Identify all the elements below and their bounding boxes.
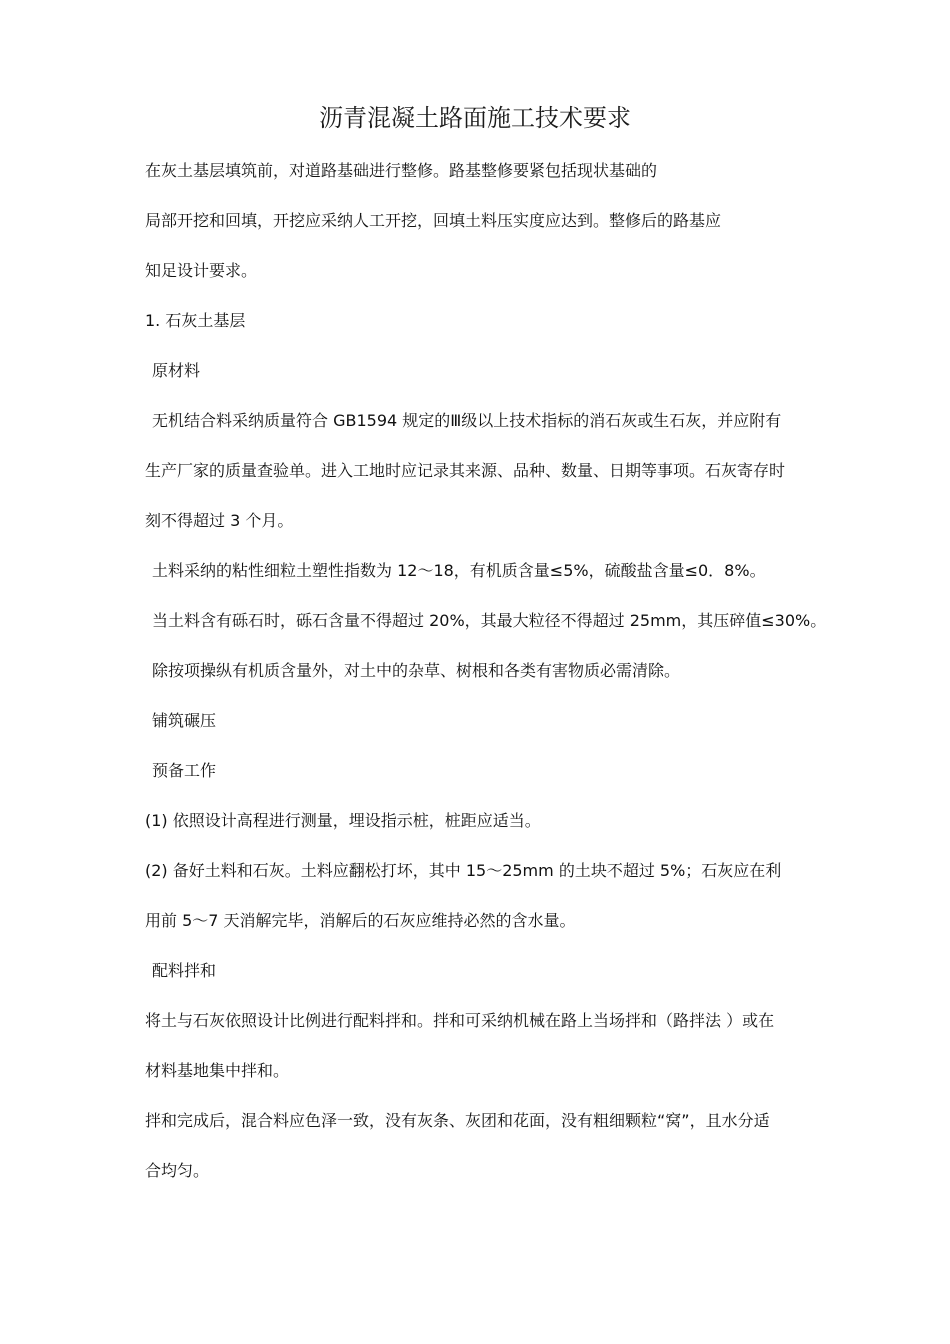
body-line: 生产厂家的质量查验单。进入工地时应记录其来源、品种、数量、日期等事项。石灰寄存时 <box>145 461 786 480</box>
subsection-heading: 预备工作 <box>152 761 217 780</box>
body-line: 用前 5～7 天消解完毕，消解后的石灰应维持必然的含水量。 <box>145 911 576 930</box>
body-line: 无机结合料采纳质量符合 GB1594 规定的Ⅲ级以上技术指标的消石灰或生石灰，并应附有 <box>152 411 782 430</box>
body-line: 合均匀。 <box>145 1161 210 1180</box>
body-line: 土料采纳的粘性细粒土塑性指数为 12～18，有机质含量≤5%，硫酸盐含量≤0．8%。 <box>152 561 766 580</box>
body-line: 局部开挖和回填，开挖应采纳人工开挖，回填土料压实度应达到。整修后的路基应 <box>145 211 722 230</box>
subsection-heading: 原材料 <box>152 361 201 380</box>
list-item: (2) 备好土料和石灰。土料应翻松打坏，其中 15～25mm 的土块不超过 5%；石灰应在利 <box>145 861 782 880</box>
list-item: (1) 依照设计高程进行测量，埋设指示桩，桩距应适当。 <box>145 811 541 830</box>
body-line: 将土与石灰依照设计比例进行配料拌和。拌和可采纳机械在路上当场拌和（路拌法 ）或在 <box>145 1011 775 1030</box>
subsection-heading: 铺筑碾压 <box>152 711 217 730</box>
body-line: 材料基地集中拌和。 <box>145 1061 290 1080</box>
body-line: 除按项操纵有机质含量外，对土中的杂草、树根和各类有害物质必需清除。 <box>152 661 681 680</box>
body-line: 知足设计要求。 <box>145 261 258 280</box>
body-line: 在灰土基层填筑前，对道路基础进行整修。路基整修要紧包括现状基础的 <box>145 161 658 180</box>
body-line: 刻不得超过 3 个月。 <box>145 511 294 530</box>
section-heading: 1. 石灰土基层 <box>145 311 246 330</box>
document-title: 沥青混凝土路面施工技术要求 <box>319 104 631 132</box>
subsection-heading: 配料拌和 <box>152 961 217 980</box>
body-line: 拌和完成后，混合料应色泽一致，没有灰条、灰团和花面，没有粗细颗粒“窝”，且水分适 <box>145 1111 770 1130</box>
body-line: 当土料含有砾石时，砾石含量不得超过 20%，其最大粒径不得超过 25mm，其压碎值≤30%。 <box>152 611 827 630</box>
